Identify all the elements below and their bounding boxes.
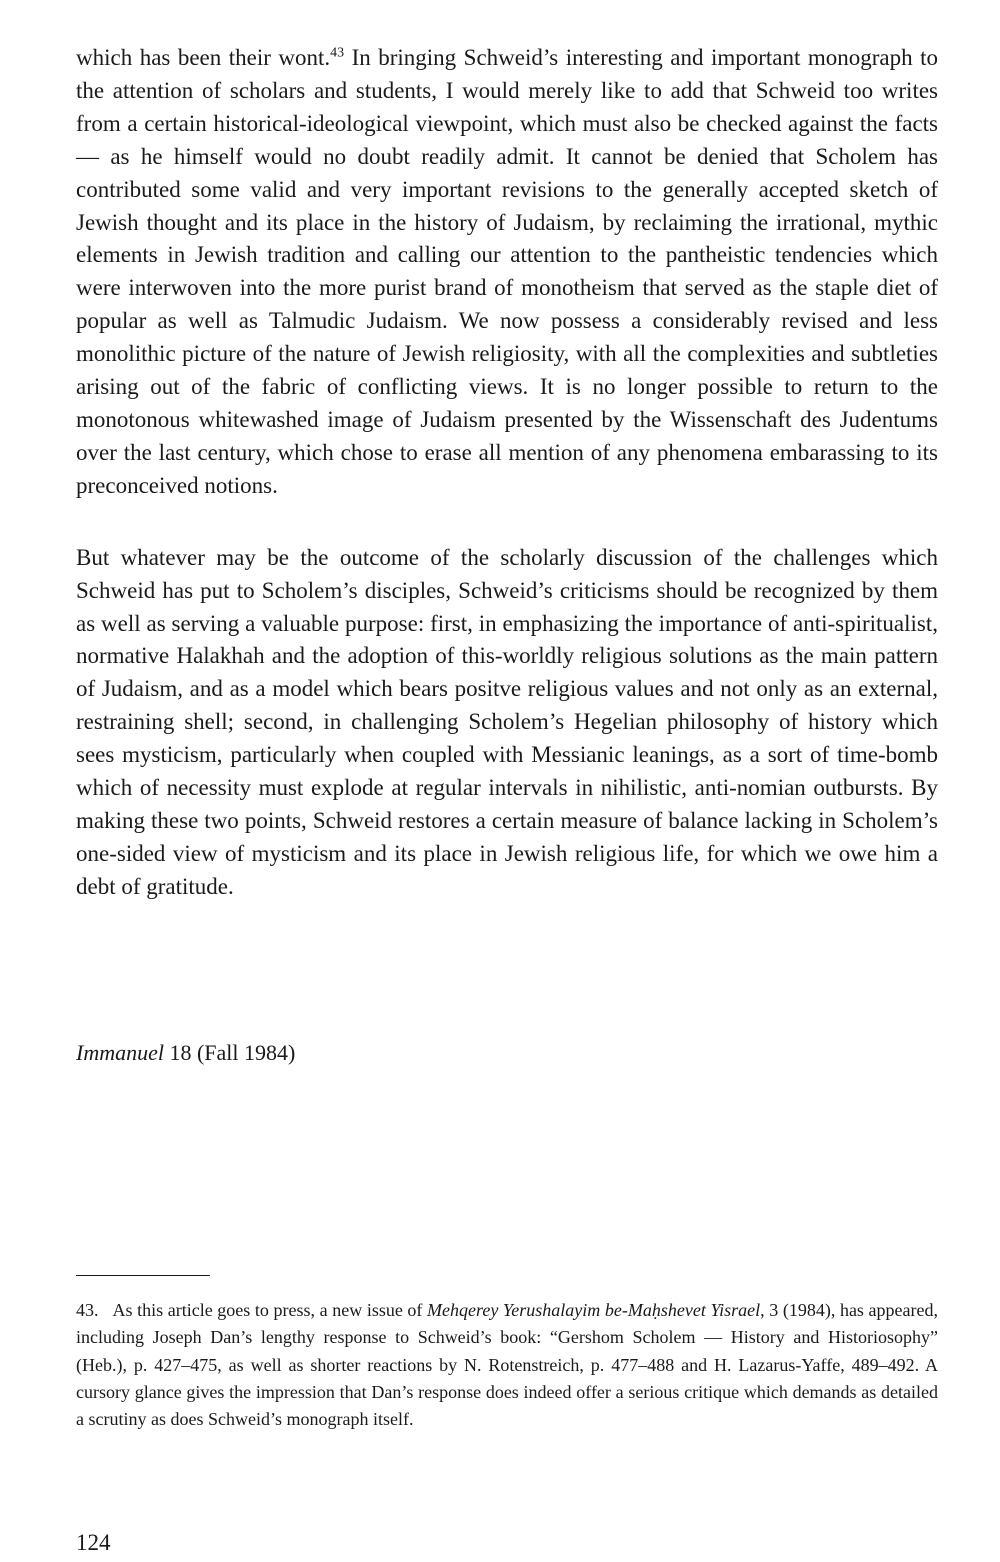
source-citation xyxy=(76,1040,295,1066)
body-paragraph-1 xyxy=(76,42,938,503)
journal-title: Immanuel xyxy=(76,1040,164,1065)
footnote-cited-title: Mehqerey Yerushalayim be-Maḥshevet Yisrael xyxy=(427,1300,761,1320)
footnote-separator xyxy=(76,1275,210,1276)
body-paragraph-2: But whatever may be the outcome of the scholarly discussion of the challenges which Schweid has put to Scholem’s disciples, Schweid’s criticisms should be recognized by them as well as serving a valuable purpose: first, in emphasizing the importance of anti-spiritualist, normative Halakhah and the adoption of this-worldly religious solutions as the main pattern of Judaism, and as a model which bears positve religious values and not only as an external, restraining shell; second, in challenging Scholem’s Hegelian philosophy of history which sees mysticism, particularly when coupled with Messianic leanings, as a sort of time-bomb which of necessity must explode at regular intervals in nihilistic, anti-nomian outbursts. By making these two points, Schweid restores a certain measure of balance lacking in Scholem’s one-sided view of mysticism and its place in Jewish religious life, for which we owe him a debt of gratitude. xyxy=(76,544,938,899)
footnote-text-start: As this article goes to press, a new issue of xyxy=(112,1300,428,1320)
main-text xyxy=(76,42,938,904)
journal-issue: 18 (Fall 1984) xyxy=(163,1040,296,1065)
footnote-43 xyxy=(76,1297,938,1433)
footnote-text-rest: , 3 (1984), has appeared, including Joseph Dan’s lengthy response to Schweid’s book: “Gershom Scholem — History and Historiosophy” (Heb.), p. 427–475, as well as shorter reactions by N. Rotenstreich, p. 477–488 and H. Lazarus-Yaffe, 489–492. A cursory glance gives the impression that Dan’s response does indeed offer a serious critique which demands as detailed a scrutiny as does Schweid’s monograph itself. xyxy=(76,1300,938,1430)
page-number: 124 xyxy=(76,1530,111,1555)
footnote-number: 43. xyxy=(76,1300,99,1320)
footnote-reference-43: 43 xyxy=(330,45,345,61)
paragraph-1-opening: which has been their wont. xyxy=(76,45,331,70)
paragraph-1-text: In bringing Schweid’s interesting and important monograph to the attention of scholars and students, I would merely like to add that Schweid too writes from a certain historical-ideological viewpoint, which must also be checked against the facts — as he himself would no doubt readily admit. It cannot be denied that Scholem has contributed some valid and very important revisions to the generally accepted sketch of Jewish thought and its place in the history of Judaism, by reclaiming the irrational, mythic elements in Jewish tradition and calling our attention to the pantheistic tendencies which were interwoven into the more purist brand of monotheism that served as the staple diet of popular as well as Talmudic Judaism. We now possess a considerably revised and less monolithic picture of the nature of Jewish religiosity, with all the complexities and subtleties arising out of the fabric of conflicting views. It is no longer possible to return to the monotonous whitewashed image of Judaism presented by the Wissenschaft des Judentums over the last century, which chose to erase all mention of any phenomena embarassing to its preconceived notions. xyxy=(76,45,938,498)
